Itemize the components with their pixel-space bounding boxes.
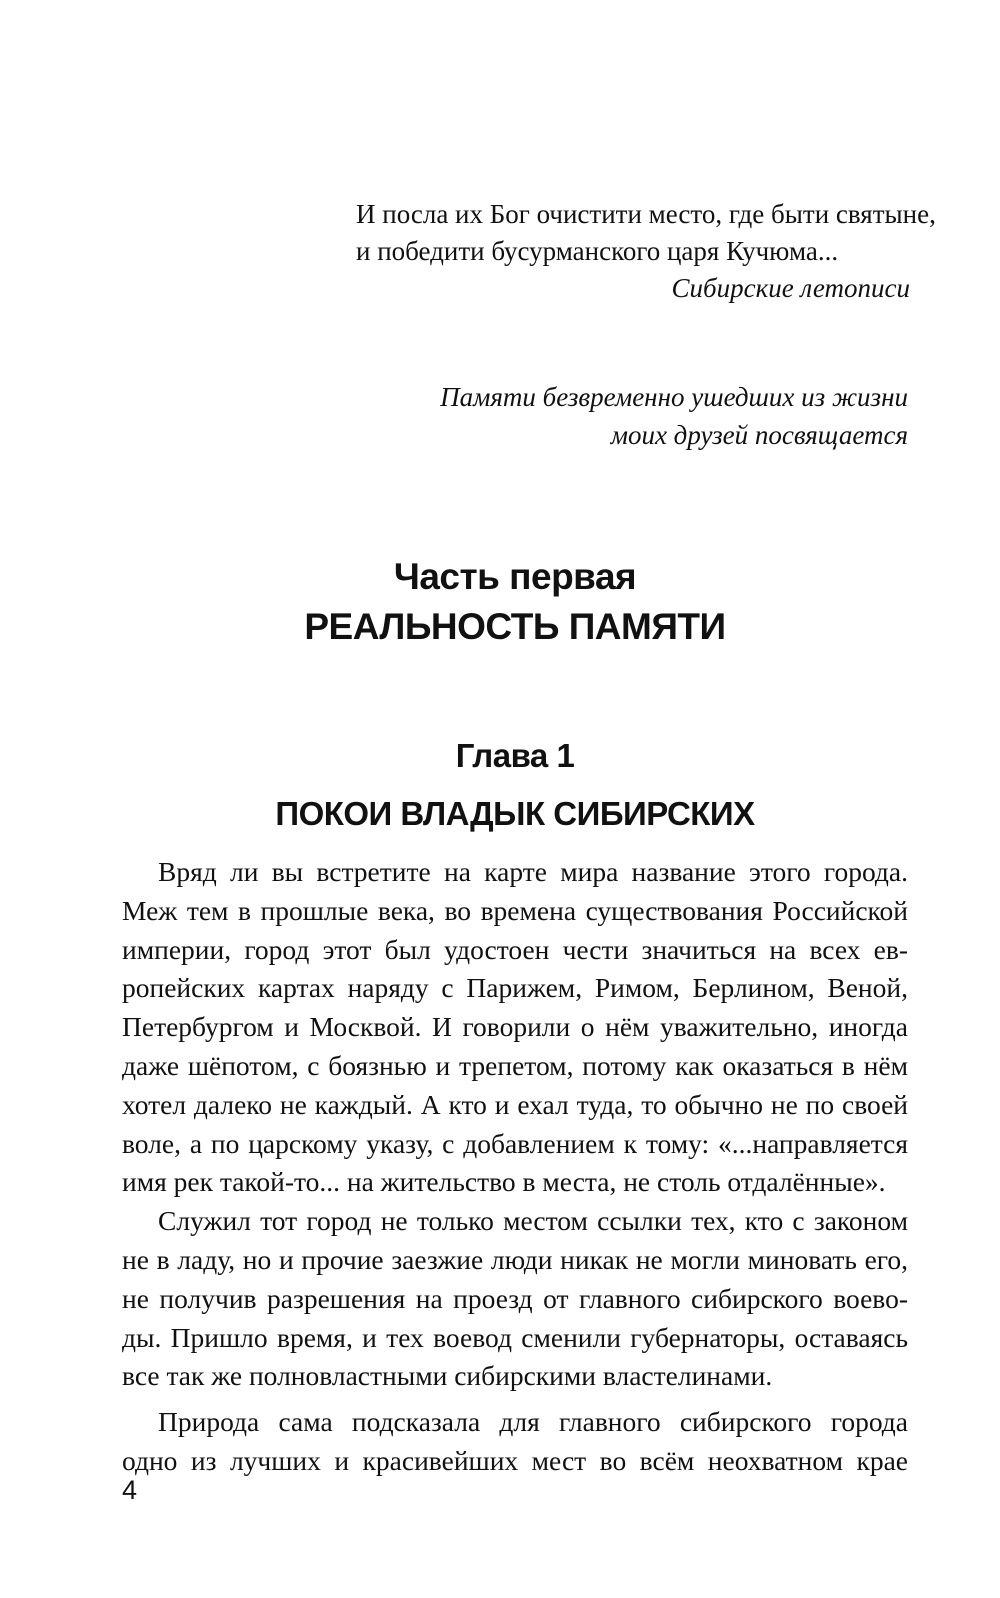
chapter-title: ПОКОИ ВЛАДЫК СИБИРСКИХ <box>275 795 755 832</box>
text-line: ропейских картах наряду с Парижем, Римом, Берлином, Веной, <box>122 972 908 1004</box>
epigraph-source: Сибирские летописи <box>671 273 910 303</box>
part-heading <box>0 552 1000 652</box>
text-line: Служил тот город не только местом ссылки тех, кто с законом <box>158 1205 908 1237</box>
dedication-line: моих друзей посвящается <box>610 420 908 450</box>
text-line: Петербургом и Москвой. И говорили о нём уважительно, иногда <box>122 1011 908 1043</box>
part-title: РЕАЛЬНОСТЬ ПАМЯТИ <box>304 606 726 647</box>
dedication-line: Памяти безвременно ушедших из жизни <box>440 382 908 412</box>
epigraph-line: И посла их Бог очистити место, где быти святыне, <box>356 199 936 229</box>
page-number: 4 <box>122 1475 138 1505</box>
text-line: Меж тем в прошлые века, во времена существования Российской <box>122 894 908 926</box>
text-line: Природа сама подсказала для главного сибирского города <box>158 1406 908 1438</box>
paragraph <box>122 1403 908 1481</box>
part-label: Часть первая <box>393 556 637 597</box>
text-line: даже шёпотом, с боязнью и трепетом, потому как оказаться в нём <box>122 1049 908 1081</box>
text-line: имя рек такой-то... на жительство в места, не столь отдалённые». <box>122 1166 886 1198</box>
text-line: хотел далеко не каждый. А кто и ехал туда, то обычно не по своей <box>122 1088 908 1120</box>
chapter-label: Глава 1 <box>455 737 575 774</box>
text-line: Вряд ли вы встретите на карте мира название этого города. <box>158 856 908 887</box>
dedication <box>300 378 908 454</box>
text-line: ды. Пришло время, и тех воевод сменили губернаторы, оставаясь <box>122 1321 908 1353</box>
chapter-heading <box>0 727 1000 843</box>
epigraph-line: и победити бусурманского царя Кучюма... <box>356 236 839 266</box>
text-line: не в ладу, но и прочие заезжие люди никак не могли миновать его, <box>122 1243 908 1275</box>
text-line: не получив разрешения на проезд от главного сибирского воево- <box>122 1282 908 1314</box>
text-line: одно из лучших и красивейших мест во всём неохватном крае <box>122 1444 908 1476</box>
text-line: империи, город этот был удостоен чести значиться на всех ев- <box>122 933 908 965</box>
text-line: все так же полновластными сибирскими властелинами. <box>122 1360 773 1392</box>
body-text <box>122 853 908 1481</box>
epigraph <box>300 196 936 307</box>
text-line: воле, а по царскому указу, с добавлением к тому: «...направляется <box>122 1127 908 1159</box>
paragraph <box>122 853 908 1202</box>
paragraph <box>122 1202 908 1396</box>
